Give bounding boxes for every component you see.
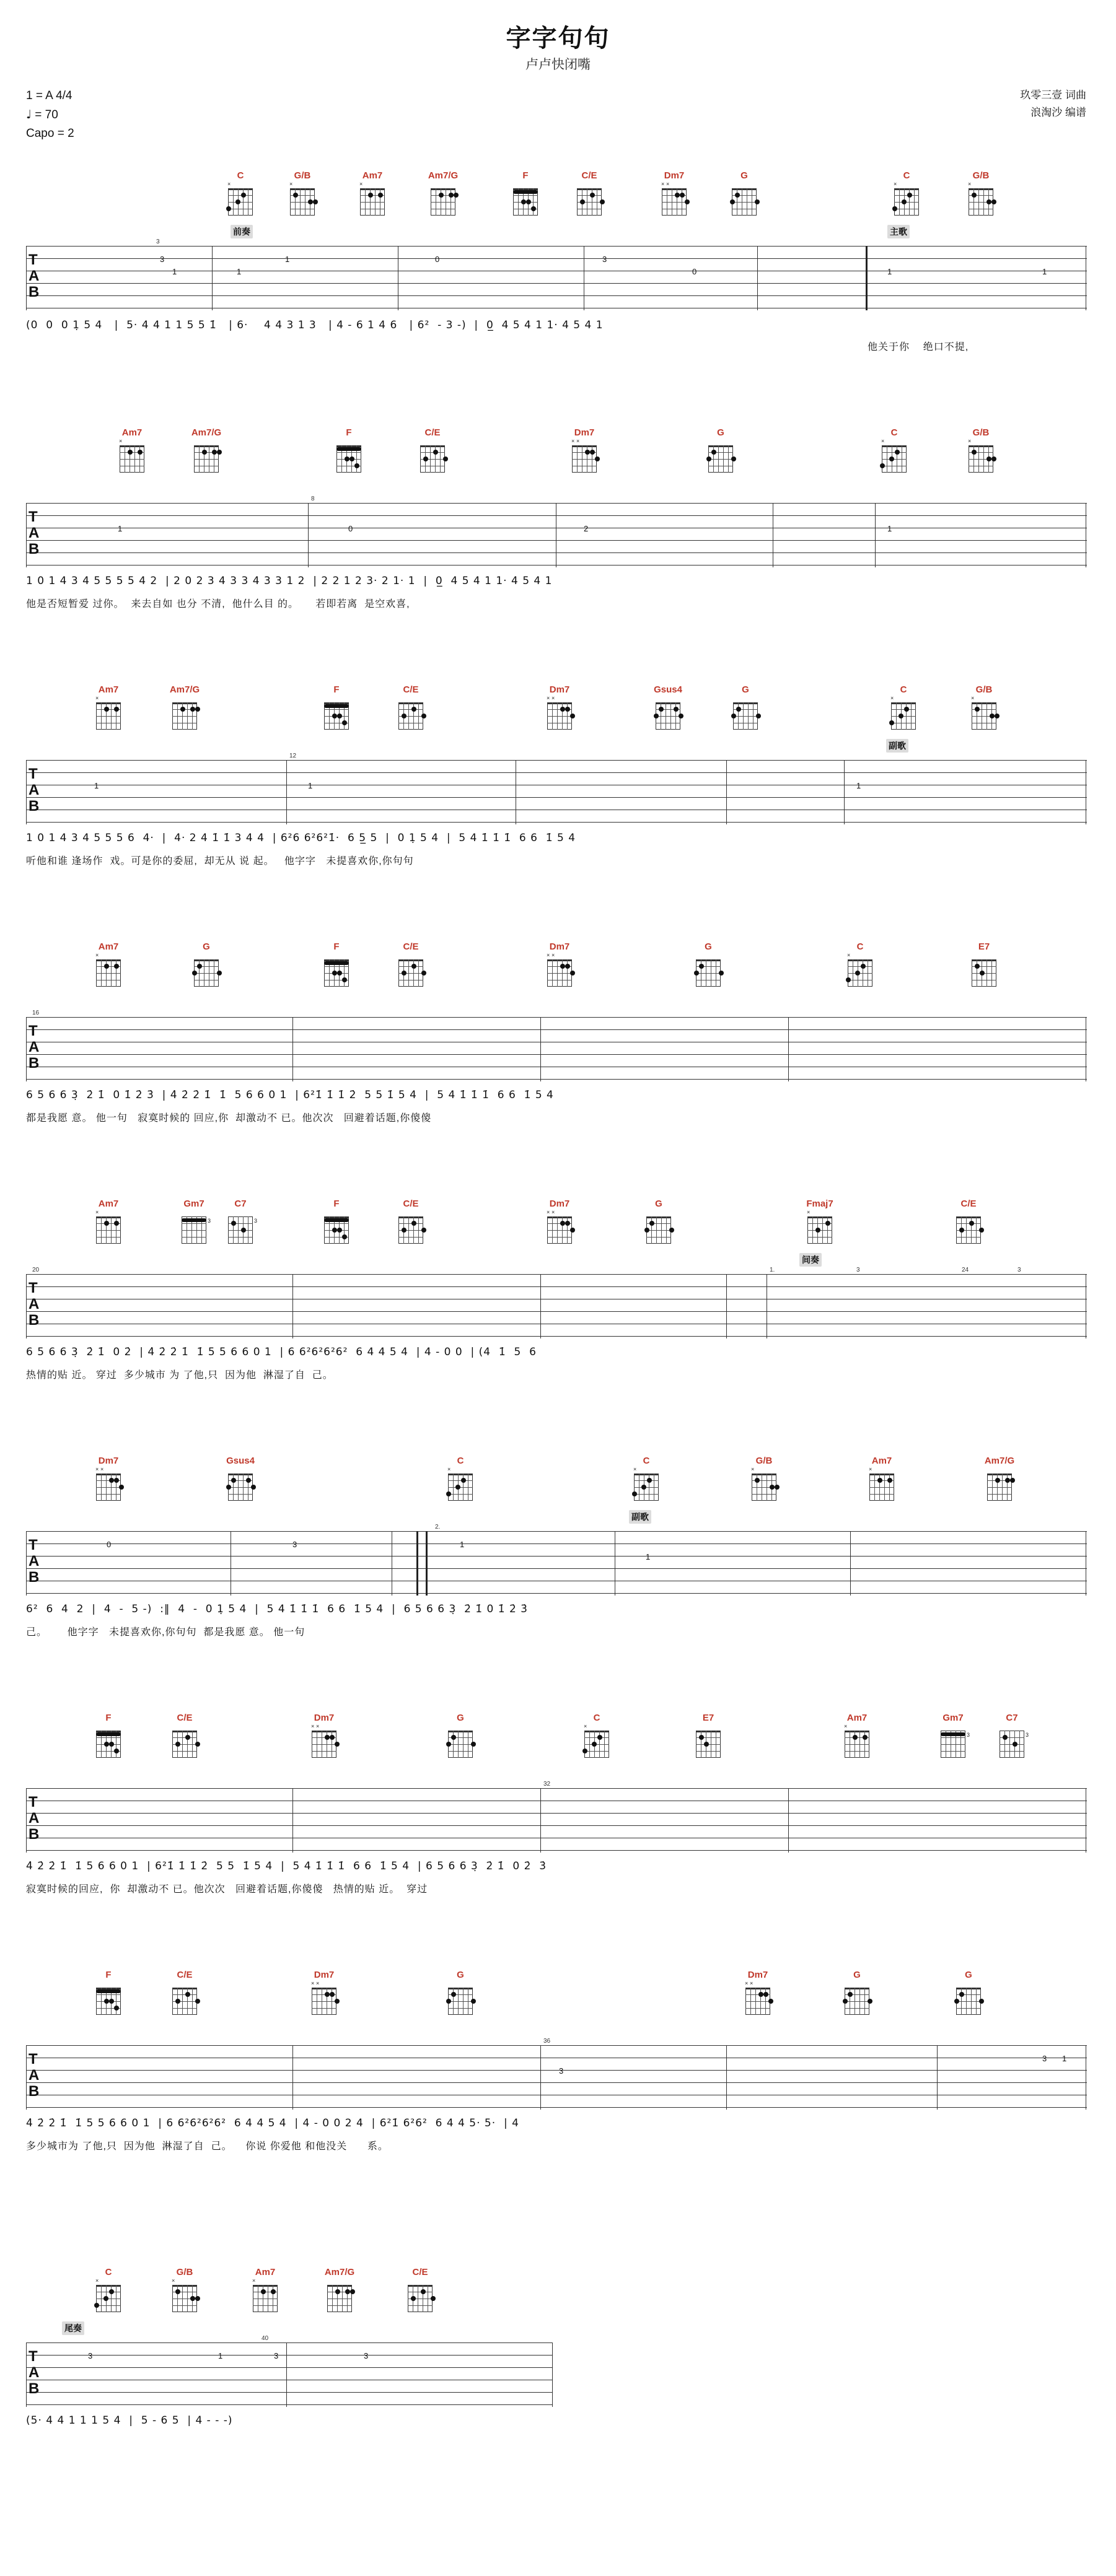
- chord-C-2: C ×: [620, 1456, 673, 1506]
- chord-F: F: [499, 170, 552, 220]
- chord-diagram: [691, 953, 726, 992]
- meta-left: [26, 87, 74, 143]
- chord-F: F: [310, 941, 363, 992]
- chord-C-E: C/E: [563, 170, 616, 220]
- chord-Dm7: Dm7 × ×: [648, 170, 701, 220]
- chord-diagram: 3: [995, 1724, 1029, 1763]
- chord-diagram: [508, 182, 543, 220]
- chord-G-2: G: [830, 1970, 884, 2020]
- system-6: [0, 1456, 1116, 1638]
- chord-Am7-G: Am7/G: [313, 2267, 366, 2317]
- chord-G-B: G/B ×: [957, 684, 1011, 735]
- tab-clef: T A B: [29, 766, 40, 814]
- chord-C: C ×: [214, 170, 267, 220]
- system-9: [0, 2267, 1116, 2427]
- tab-staff-lines: T A B 20 1. 3 24 3: [26, 1274, 1087, 1338]
- chord-C7: C7 3: [985, 1713, 1039, 1763]
- chord-diagram: × ×: [657, 182, 692, 220]
- chord-C: C ×: [434, 1456, 487, 1506]
- chord-diagram: [322, 2279, 357, 2317]
- tab-clef: T A B: [29, 509, 40, 557]
- artist-name: 卢卢快闭嘴: [525, 58, 591, 72]
- chord-Dm7: Dm7 × ×: [533, 684, 586, 735]
- chord-diagram: × ×: [567, 439, 602, 478]
- meta-right: [1020, 87, 1086, 121]
- chord-diagram-row: [0, 684, 1116, 751]
- chord-Gsus4: Gsus4: [641, 684, 695, 735]
- chord-diagram: ×: [285, 182, 320, 220]
- chord-Dm7: Dm7 × ×: [297, 1713, 351, 1763]
- tab-staff: [0, 1008, 1116, 1101]
- tempo-marking: ♩ = 70: [26, 108, 58, 121]
- tab-staff-lines: T A B 3 3 1 1 1 0 3 0 1 1: [26, 246, 1087, 310]
- system-7: [0, 1713, 1116, 1895]
- chord-G: G: [180, 941, 233, 992]
- system-2: [0, 427, 1116, 609]
- tab-clef: T A B: [29, 2051, 40, 2100]
- chord-G-B: G/B ×: [158, 2267, 211, 2317]
- chord-diagram: ×: [840, 1724, 874, 1763]
- chord-Am7-G: Am7/G: [180, 427, 233, 478]
- chord-diagram: ×: [967, 696, 1001, 735]
- chord-Gm7: Gm7 3: [167, 1198, 221, 1249]
- chord-diagram: [167, 1724, 202, 1763]
- chord-diagram: ×: [91, 1210, 126, 1249]
- chord-diagram: [223, 1467, 258, 1506]
- chord-diagram: [703, 439, 738, 478]
- chord-C: C ×: [877, 684, 930, 735]
- numbered-notation: (5· 4 4 1 1 1 5 4 | 5 - 6 5 | 4 - - -): [26, 2414, 233, 2427]
- tempo-value: = 70: [35, 108, 58, 121]
- capo-marking: Capo = 2: [26, 127, 74, 140]
- chord-diagram: ×: [864, 1467, 899, 1506]
- chord-G-B: G/B ×: [954, 427, 1008, 478]
- tab-staff: [0, 494, 1116, 587]
- chord-C-E: C/E: [393, 2267, 447, 2317]
- chord-diagram: ×: [443, 1467, 478, 1506]
- chord-diagram: × ×: [91, 1467, 126, 1506]
- tab-staff: [0, 237, 1116, 330]
- chord-diagram: × ×: [740, 1981, 775, 2020]
- section-label-outro: 尾奏: [62, 2321, 84, 2335]
- chord-diagram: [426, 182, 460, 220]
- tab-staff-lines: T A B 40 3 1 3 3: [26, 2342, 553, 2407]
- chord-G: G: [719, 684, 772, 735]
- section-label-chorus2: 副歌: [629, 1510, 651, 1524]
- chord-diagram: ×: [747, 1467, 781, 1506]
- tab-staff-lines: T A B 8 1 0 2 1: [26, 503, 1087, 567]
- numbered-notation: (0 0 0 1̣ 5 4 | 5· 4 4 1 1 5 5 1̇ | 6· 4 4 3 1 3 | 4 - 6 1 4 6 | 6² - 3 -) | 0̲ 4 5 4 1 1· 4 5 4 1: [26, 319, 604, 331]
- chord-Am7: Am7 ×: [346, 170, 399, 220]
- chord-G-B: G/B ×: [276, 170, 329, 220]
- chord-diagram: ×: [91, 2279, 126, 2317]
- system-5: [0, 1198, 1116, 1381]
- chord-F: F: [310, 1198, 363, 1249]
- chord-diagram: [332, 439, 366, 478]
- chord-diagram: [167, 1981, 202, 2020]
- chord-G: G: [718, 170, 771, 220]
- chord-diagram-row: [0, 170, 1116, 237]
- chord-G: G: [682, 941, 735, 992]
- numbered-notation: 6² 6 4 2 | 4 - 5 -) :‖ 4 - 0 1̣ 5 4 | 5 4 1̇ 1̇ 1̇ 6 6 1̇ 5 4 | 6 5 6 6 3̣ 2̇ 1̇ 0 1̇ 2̇ 3̇: [26, 1603, 528, 1615]
- section-label-intro: 前奏: [231, 225, 253, 238]
- chord-diagram: [691, 1724, 726, 1763]
- tab-staff: [0, 1265, 1116, 1358]
- chord-C-E: C/E: [158, 1713, 211, 1763]
- chord-G-B: G/B ×: [737, 1456, 791, 1506]
- chord-diagram: [403, 2279, 437, 2317]
- tab-clef: T A B: [29, 251, 40, 300]
- chord-G-3: G: [942, 1970, 995, 2020]
- chord-C: C ×: [82, 2267, 135, 2317]
- tab-staff-lines: T A B 36 3 3 1: [26, 2045, 1087, 2110]
- chord-diagram-row: [0, 1456, 1116, 1522]
- chord-F: F: [82, 1713, 135, 1763]
- chord-diagram: [91, 1981, 126, 2020]
- tab-staff-lines: T A B 12 1 1 1: [26, 760, 1087, 824]
- chord-Am7: Am7 ×: [82, 1198, 135, 1249]
- chord-E7: E7: [682, 1713, 735, 1763]
- chord-diagram: [951, 1981, 986, 2020]
- chord-Am7: Am7 ×: [82, 684, 135, 735]
- section-label-chorus: 副歌: [886, 739, 908, 753]
- chord-Dm7: Dm7 × ×: [82, 1456, 135, 1506]
- lyrics: 己。 他字字 未提喜欢你,你句句 都是我愿 意。 他一句: [26, 1627, 305, 1638]
- numbered-notation: 4̇ 2̇ 2̇ 1̇ 1̇ 5 6 6 0 1 | 6²1̇ 1̇ 1̇ 2̇ 5 5 1̇ 5 4 | 5 4 1̇ 1̇ 1̇ 6 6 1̇ 5 4 | 6 5 6 6 3̣ 2̇ 1̇ 0 2̇ 3̇: [26, 1860, 547, 1872]
- chord-diagram-row: [0, 1713, 1116, 1779]
- chord-diagram-row: [0, 1970, 1116, 2037]
- lyrics: 寂寞时候的回应, 你 却激动不 已。他次次 回避着话题,你傻傻 热情的贴 近。 穿过: [26, 1884, 428, 1895]
- chord-C-E-2: C/E: [942, 1198, 995, 1249]
- chord-F: F: [310, 684, 363, 735]
- chord-C-E: C/E: [384, 1198, 437, 1249]
- chord-diagram-row: [0, 941, 1116, 1008]
- numbered-notation: 1 0 1 4 3 4 5 5 5 5 4 2 | 2 0 2 3 4 3 3 4 3 3 1 2 | 2 2 1 2 3· 2 1· 1 | 0̲ 4 5 4 1 1· 4 5 4 1: [26, 575, 553, 587]
- tab-staff-lines: T A B 16: [26, 1017, 1087, 1081]
- tab-clef: T A B: [29, 1023, 40, 1072]
- chord-diagram: [651, 696, 685, 735]
- chord-diagram: ×: [579, 1724, 614, 1763]
- chord-Am7-G: Am7/G: [158, 684, 211, 735]
- system-1: [0, 170, 1116, 352]
- tab-clef: T A B: [29, 1794, 40, 1843]
- chord-diagram: 3: [936, 1724, 970, 1763]
- chord-Am7: Am7 ×: [105, 427, 159, 478]
- chord-diagram: × ×: [542, 1210, 577, 1249]
- chord-C-E: C/E: [158, 1970, 211, 2020]
- chord-diagram-row: [0, 2267, 1116, 2334]
- chord-diagram: [167, 696, 202, 735]
- chord-diagram: [727, 182, 762, 220]
- tab-staff: [0, 2334, 1116, 2427]
- credit-arranger: 浪淘沙 编谱: [1030, 107, 1086, 118]
- chord-diagram-row: [0, 427, 1116, 494]
- chord-diagram: ×: [877, 439, 912, 478]
- tab-staff-lines: T A B 32: [26, 1788, 1087, 1853]
- chord-diagram: [393, 1210, 428, 1249]
- chord-C-2: C ×: [880, 170, 933, 220]
- chord-diagram: [728, 696, 763, 735]
- chord-E7: E7: [957, 941, 1011, 992]
- tab-clef: T A B: [29, 1280, 40, 1329]
- chord-Am7-G: Am7/G: [416, 170, 470, 220]
- chord-diagram: ×: [629, 1467, 664, 1506]
- chord-diagram: ×: [91, 696, 126, 735]
- chord-Dm7: Dm7 × ×: [297, 1970, 351, 2020]
- chord-Am7: Am7 ×: [239, 2267, 292, 2317]
- chord-diagram: [189, 953, 224, 992]
- key-signature: 1 = A 4/4: [26, 89, 72, 102]
- chord-diagram: [319, 953, 354, 992]
- chord-G: G: [434, 1970, 487, 2020]
- chord-C: C ×: [833, 941, 887, 992]
- chord-Dm7: Dm7 × ×: [558, 427, 611, 478]
- chord-diagram: [319, 696, 354, 735]
- numbered-notation: 6 5 6 6 3̣ 2̇ 1̇ 0 1̇ 2̇ 3̇ | 4̇ 2̇ 2̇ 1̇ 1̇ 5 6 6 0 1 | 6²1̇ 1̇ 1̇ 2̇ 5 5 1̇ 5 4 | 5 4 1̇ 1̇ 1̇ 6 6 1̇ 5 4: [26, 1089, 554, 1101]
- tab-clef: T A B: [29, 1537, 40, 1586]
- lyrics: 热情的贴 近。 穿过 多少城市 为 了他,只 因为他 淋湿了自 己。: [26, 1370, 333, 1381]
- lyrics: 他关于你 绝口不提,: [868, 342, 969, 352]
- lyrics: 他是否短暂爱 过你。 来去自如 也分 不清, 他什么目 的。 若即若离 是空欢喜,: [26, 599, 410, 609]
- chord-diagram: [951, 1210, 986, 1249]
- chord-diagram: × ×: [542, 696, 577, 735]
- chord-Dm7: Dm7 × ×: [533, 1198, 586, 1249]
- tab-staff: [0, 1779, 1116, 1872]
- chord-C7: C7 3: [214, 1198, 267, 1249]
- chord-Fmaj7: Fmaj7 ×: [793, 1198, 846, 1249]
- chord-diagram: [572, 182, 607, 220]
- chord-G: G: [632, 1198, 685, 1249]
- system-4: [0, 941, 1116, 1124]
- chord-diagram: ×: [91, 953, 126, 992]
- chord-diagram: ×: [167, 2279, 202, 2317]
- chord-F: F: [322, 427, 376, 478]
- tab-staff-lines: T A B 2. 0 3 1 1: [26, 1531, 1087, 1596]
- chord-diagram: [443, 1981, 478, 2020]
- chord-diagram-row: [0, 1198, 1116, 1265]
- lyrics: 听他和谁 逢场作 戏。可是你的委屈, 却无从 说 起。 他字字 未提喜欢你,你句句: [26, 856, 414, 867]
- numbered-notation: 6 5 6 6 3̣ 2̇ 1̇ 0 2̇ | 4̇ 2̇ 2̇ 1̇ 1̇ 5 5 6 6 0 1 | 6 6²6²6²6² 6 4 4 5 4 | 4 - 0 0 | (4 1̇ 5 6: [26, 1346, 537, 1358]
- chord-diagram: [393, 953, 428, 992]
- chord-G: G: [434, 1713, 487, 1763]
- chord-C: C ×: [570, 1713, 623, 1763]
- chord-diagram: ×: [886, 696, 921, 735]
- chord-diagram: ×: [802, 1210, 837, 1249]
- tab-staff: [0, 751, 1116, 844]
- chord-Dm7-2: Dm7 × ×: [731, 1970, 784, 2020]
- chord-C-E: C/E: [384, 684, 437, 735]
- system-8: [0, 1970, 1116, 2152]
- chord-Dm7: Dm7 × ×: [533, 941, 586, 992]
- tab-staff: [0, 2037, 1116, 2129]
- chord-diagram: ×: [223, 182, 258, 220]
- chord-diagram: ×: [843, 953, 877, 992]
- chord-diagram: [967, 953, 1001, 992]
- chord-diagram: [641, 1210, 676, 1249]
- chord-G-B-2: G/B ×: [954, 170, 1008, 220]
- numbered-notation: 1 0 1 4 3 4 5 5 5 6 4· | 4· 2 4 1̇ 1̇ 3 4 4 | 6²6 6²6²1̇· 6 5̲ 5 | 0 1̣ 5 4 | 5 4 1̇ 1̇ 1̇ 6 6 1̇ 5 4: [26, 832, 576, 844]
- chord-Gsus4: Gsus4: [214, 1456, 267, 1506]
- chord-diagram: [443, 1724, 478, 1763]
- chord-diagram: [91, 1724, 126, 1763]
- page-title: 字字句句: [506, 25, 610, 52]
- chord-diagram: 3: [223, 1210, 258, 1249]
- chord-diagram: ×: [248, 2279, 283, 2317]
- chord-Gm7: Gm7 3: [926, 1713, 980, 1763]
- chord-C-E: C/E: [406, 427, 459, 478]
- chord-diagram: [840, 1981, 874, 2020]
- chord-Am7: Am7 ×: [82, 941, 135, 992]
- lyrics: 多少城市为 了他,只 因为他 淋湿了自 己。 你说 你爱他 和他没关 系。: [26, 2141, 389, 2152]
- section-label-verse: 主歌: [887, 225, 910, 238]
- chord-C-E: C/E: [384, 941, 437, 992]
- chord-diagram: ×: [889, 182, 924, 220]
- chord-diagram: [415, 439, 450, 478]
- chord-diagram: ×: [964, 439, 998, 478]
- numbered-notation: 4̇ 2̇ 2̇ 1̇ 1̇ 5 5 6 6 0 1 | 6 6²6²6²6² 6 4 4 5 4 | 4 - 0 0 2 4 | 6²1̇ 6²6² 6 4 4 5· 5· | 4: [26, 2117, 519, 2129]
- chord-diagram: × ×: [307, 1724, 341, 1763]
- chord-diagram: ×: [115, 439, 149, 478]
- chord-diagram: [189, 439, 224, 478]
- chord-Am7-G: Am7/G: [973, 1456, 1026, 1506]
- chord-diagram: ×: [964, 182, 998, 220]
- chord-G: G: [694, 427, 747, 478]
- chord-diagram: [982, 1467, 1017, 1506]
- chord-Am7: Am7 ×: [830, 1713, 884, 1763]
- chord-Am7: Am7 ×: [855, 1456, 908, 1506]
- section-label-interlude: 间奏: [799, 1253, 822, 1267]
- chord-F: F: [82, 1970, 135, 2020]
- chord-diagram: ×: [355, 182, 390, 220]
- chord-diagram: × ×: [307, 1981, 341, 2020]
- chord-diagram: × ×: [542, 953, 577, 992]
- chord-diagram: [319, 1210, 354, 1249]
- chord-C: C ×: [868, 427, 921, 478]
- credit-composer: 玖零三壹 词曲: [1020, 89, 1086, 101]
- chord-diagram: 3: [177, 1210, 211, 1249]
- lyrics: 都是我愿 意。 他一句 寂寞时候的 回应,你 却激动不 已。他次次 回避着话题,你傻傻: [26, 1113, 432, 1124]
- tab-clef: T A B: [29, 2348, 40, 2397]
- chord-diagram: [393, 696, 428, 735]
- tab-staff: [0, 1522, 1116, 1615]
- system-3: [0, 684, 1116, 867]
